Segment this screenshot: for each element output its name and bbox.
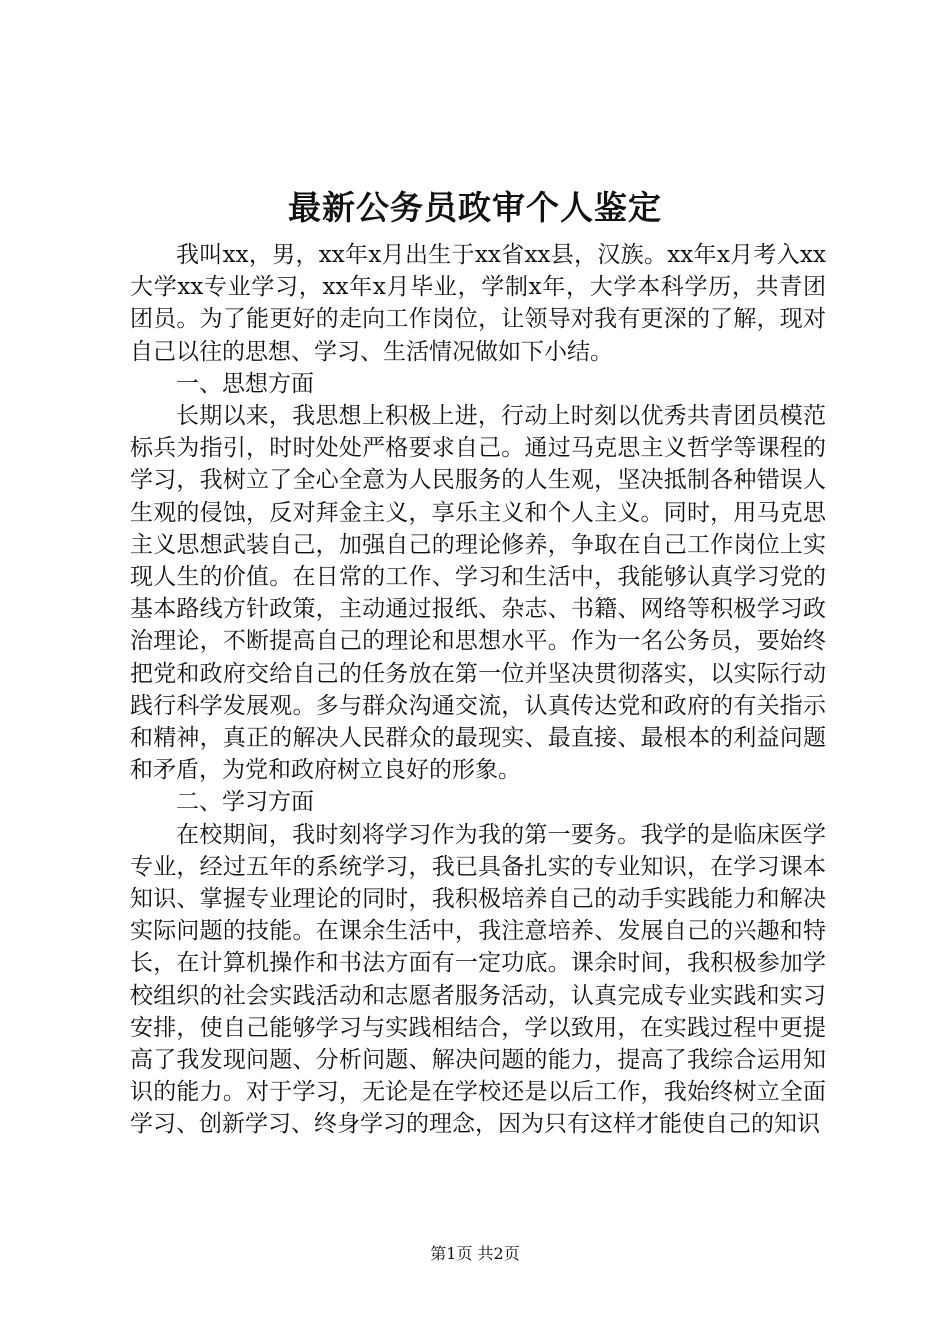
document-body xyxy=(130,239,826,1141)
document-title: 最新公务员政审个人鉴定 xyxy=(288,188,662,227)
section-heading-study: 二、学习方面 xyxy=(176,789,314,816)
section-heading-thought: 一、思想方面 xyxy=(176,370,314,397)
paragraph-study: 在校期间，我时刻将学习作为我的第一要务。我学的是临床医学专业，经过五年的系统学习，我已具备扎实的专业知识，在学习课本知识、掌握专业理论的同时，我积极培养自己的动手实践能力和解决实际问题的技能。在课余生活中，我注意培养、发展自己的兴趣和特长，在计算机操作和书法方面有一定功底。课余时间，我积极参加学校组织的社会实践活动和志愿者服务活动，认真完成专业实践和实习安排，使自己能够学习与实践相结合，学以致用，在实践过程中更提高了我发现问题、分析问题、解决问题的能力，提高了我综合运用知识的能力。对于学习，无论是在学校还是以后工作，我始终树立全面学习、创新学习、终身学习的理念，因为只有这样才能使自己的知识 xyxy=(130,821,826,1138)
paragraph-thought: 长期以来，我思想上积极上进，行动上时刻以优秀共青团员模范标兵为指引，时时处处严格要求自己。通过马克思主义哲学等课程的学习，我树立了全心全意为人民服务的人生观，坚决抵制各种错误人生观的侵蚀，反对拜金主义，享乐主义和个人主义。同时，用马克思主义思想武装自己，加强自己的理论修养，争取在自己工作岗位上实现人生的价值。在日常的工作、学习和生活中，我能够认真学习党的基本路线方针政策，主动通过报纸、杂志、书籍、网络等积极学习政治理论，不断提高自己的理论和思想水平。作为一名公务员，要始终把党和政府交给自己的任务放在第一位并坚决贯彻落实，以实际行动践行科学发展观。多与群众沟通交流，认真传达党和政府的有关指示和精神，真正的解决人民群众的最现实、最直接、最根本的利益问题和矛盾，为党和政府树立良好的形象。 xyxy=(130,403,826,784)
paragraph-intro: 我叫xx，男，xx年x月出生于xx省xx县，汉族。xx年x月考入xx大学xx专业学习，xx年x月毕业，学制x年，大学本科学历，共青团团员。为了能更好的走向工作岗位，让领导对我有更深的了解，现对自己以往的思想、学习、生活情况做如下小结。 xyxy=(130,242,826,365)
page-footer: 第1页 共2页 xyxy=(430,1244,520,1263)
